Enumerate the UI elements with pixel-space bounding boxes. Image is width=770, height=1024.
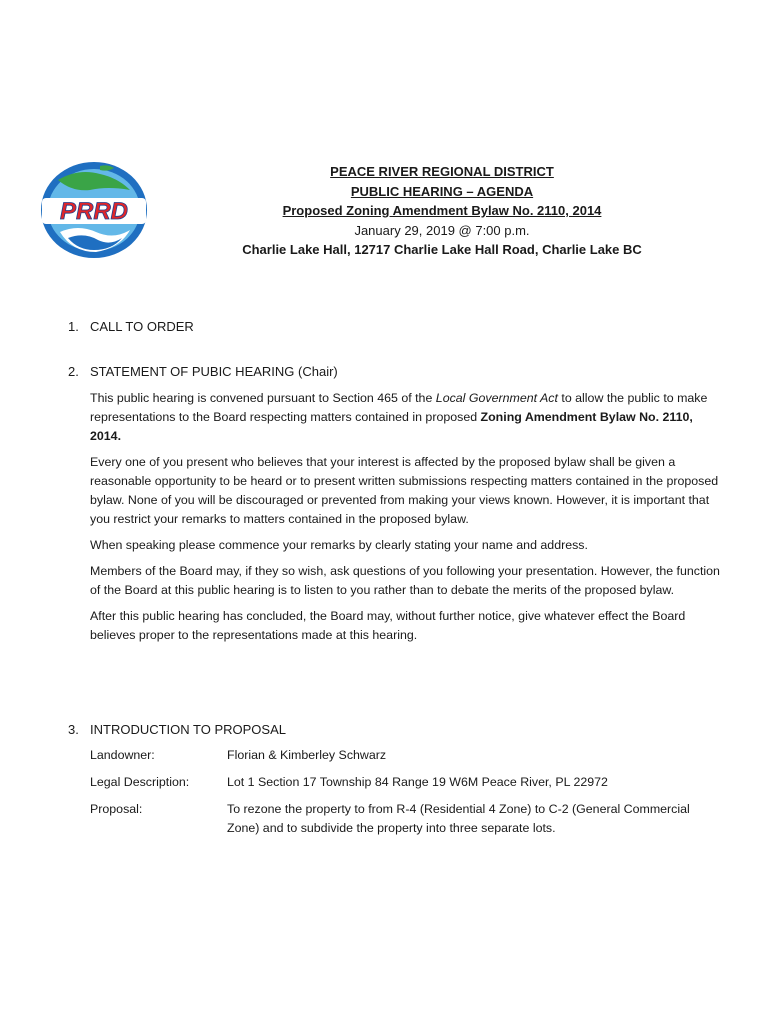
section-call-to-order xyxy=(68,317,194,336)
section-title: INTRODUCTION TO PROPOSAL xyxy=(90,722,286,737)
section-title: STATEMENT OF PUBIC HEARING (Chair) xyxy=(90,364,338,379)
logo-text: PRRD xyxy=(59,198,129,225)
row-value: To rezone the property to from R-4 (Residential 4 Zone) to C-2 (General Commercial Zone) and to subdivide the property into three separate lots. xyxy=(227,802,690,835)
row-label: Proposal: xyxy=(90,802,143,816)
section-title: CALL TO ORDER xyxy=(90,319,194,334)
statement-paragraph-3: When speaking please commence your remarks by clearly stating your name and address. xyxy=(90,538,588,552)
act-name: Local Government Act xyxy=(435,391,558,405)
statement-paragraph-5: After this public hearing has concluded, the Board may, without further notice, give whatever effect the Board believes proper to the representations made at this hearing. xyxy=(90,609,686,642)
section-number: 2. xyxy=(68,364,79,379)
row-label: Legal Description: xyxy=(90,775,190,789)
section-introduction-heading xyxy=(68,720,286,739)
section-number: 1. xyxy=(68,319,79,334)
row-label: Landowner: xyxy=(90,748,155,762)
bylaw-title: Proposed Zoning Amendment Bylaw No. 2110, 2014 xyxy=(282,203,602,218)
prrd-logo-graphic xyxy=(38,160,150,260)
section-statement-body xyxy=(90,389,720,652)
document-title: PUBLIC HEARING – AGENDA xyxy=(350,183,534,199)
statement-paragraph-2: Every one of you present who believes that your interest is affected by the proposed bylaw shall be given a reasonable opportunity to be heard or to present written submissions respecting matters contained in the proposed bylaw. None of you will be discouraged or prevented from making your views known. However, it is important that you restrict your remarks to matters contained in the proposed bylaw. xyxy=(90,455,719,526)
meeting-datetime: January 29, 2019 @ 7:00 p.m. xyxy=(354,222,530,238)
section-number: 3. xyxy=(68,722,79,737)
section-statement-heading xyxy=(68,362,338,381)
org-name: PEACE RIVER REGIONAL DISTRICT xyxy=(330,164,554,179)
row-value: Lot 1 Section 17 Township 84 Range 19 W6M Peace River, PL 22972 xyxy=(227,775,608,789)
statement-paragraph-4: Members of the Board may, if they so wish, ask questions of you following your presentation. However, the function of the Board at this public hearing is to listen to you rather than to debate the merits of the proposed bylaw. xyxy=(90,564,720,597)
prrd-logo xyxy=(38,160,150,260)
bylaw-reference: Zoning Amendment Bylaw No. 2110, 2014. xyxy=(90,410,693,443)
document-header xyxy=(215,162,669,260)
row-value: Florian & Kimberley Schwarz xyxy=(227,748,387,762)
meeting-location: Charlie Lake Hall, 12717 Charlie Lake Hall Road, Charlie Lake BC xyxy=(242,242,642,257)
statement-paragraph-1: This public hearing is convened pursuant to Section 465 of the Local Government Act to allow the public to make representations to the Board respecting matters contained in proposed Zoning Amendment Bylaw No. 2110, 2014. xyxy=(90,391,708,443)
